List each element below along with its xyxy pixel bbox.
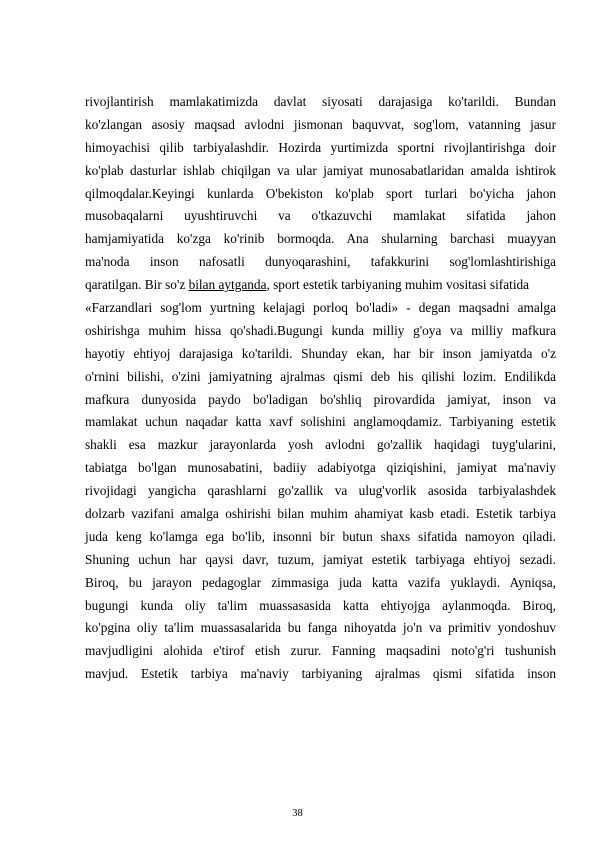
page-number: 38 — [292, 808, 303, 819]
text-line: Shuning uchun har qaysi davr, tuzum, jamiyat estetik tarbiyaga ehtiyoj sezadi. — [85, 551, 556, 567]
text-line: musobaqalarni uyushtiruvchi va o'tkazuvchi mamlakat sifatida jahon — [85, 208, 556, 224]
inline-link[interactable]: bilan aytganda — [188, 277, 267, 293]
text-line: bugungi kunda oliy ta'lim muassasasida katta ehtiyojga aylanmoqda. Biroq, — [85, 597, 556, 613]
text-line: mavjudligini alohida e'tirof etish zurur. Fanning maqsadini noto'g'ri tushunish — [85, 643, 556, 659]
text-line: hamjamiyatida ko'zga ko'rinib bormoqda. Ana shularning barchasi muayyan — [85, 231, 556, 247]
text-segment: , sport estetik tarbiyaning muhim vositasi sifatida — [266, 277, 530, 293]
body-text — [85, 91, 556, 686]
text-line: rivojidagi yangicha qarashlarni go'zallik va ulug'vorlik asosida tarbiyalashdek — [85, 483, 556, 499]
text-line: himoyachisi qilib tarbiyalashdir. Hozirda yurtimizda sportni rivojlantirishga doir — [85, 139, 556, 155]
text-line: mamlakat uchun naqadar katta xavf solishini anglamoqdamiz. Tarbiyaning estetik — [85, 414, 556, 430]
text-line: tabiatga bo'lgan munosabatini, badiiy adabiyotga qiziqishini, jamiyat ma'naviy — [85, 460, 556, 476]
text-line: mavjud. Estetik tarbiya ma'naviy tarbiyaning ajralmas qismi sifatida inson — [85, 666, 556, 682]
text-segment: qaratilgan. Bir so'z — [85, 277, 189, 293]
text-line: o'rnini bilishi, o'zini jamiyatning ajralmas qismi deb his qilishi lozim. Endilikda — [85, 368, 556, 384]
text-line: ko'pgina oliy ta'lim muassasalarida bu fanga nihoyatda jo'n va primitiv yondoshuv — [85, 620, 556, 636]
text-line: juda keng ko'lamga ega bo'lib, insonni bir butun shaxs sifatida namoyon qiladi. — [85, 528, 556, 544]
text-line: ko'plab dasturlar ishlab chiqilgan va ular jamiyat munosabatlaridan amalda ishtirok — [85, 162, 556, 178]
text-line: ko'zlangan asosiy maqsad avlodni jismonan baquvvat, sog'lom, vatanning jasur — [85, 116, 556, 132]
text-line: qilmoqdalar.Keyingi kunlarda O'bekiston ko'plab sport turlari bo'yicha jahon — [85, 185, 556, 201]
text-line: hayotiy ehtiyoj darajasiga ko'tarildi. Shunday ekan, har bir inson jamiyatda o'z — [85, 345, 556, 361]
text-line: rivojlantirish mamlakatimizda davlat siyosati darajasiga ko'tarildi. Bundan — [85, 94, 556, 109]
text-line: «Farzandlari sog'lom yurtning kelajagi porloq bo'ladi» - degan maqsadni amalga — [85, 300, 556, 316]
text-line: shakli esa mazkur jarayonlarda yosh avlodni go'zallik haqidagi tuyg'ularini, — [85, 437, 556, 453]
text-line: ma'noda inson nafosatli dunyoqarashini, tafakkurini sog'lomlashtirishiga — [85, 254, 556, 270]
text-line: dolzarb vazifani amalga oshirishi bilan muhim ahamiyat kasb etadi. Estetik tarbiya — [85, 506, 556, 522]
text-line: Biroq, bu jarayon pedagoglar zimmasiga juda katta vazifa yuklaydi. Ayniqsa, — [85, 574, 556, 590]
text-line-with-link — [85, 274, 556, 297]
text-line: oshirishga muhim hissa qo'shadi.Bugungi kunda milliy g'oya va milliy mafkura — [85, 322, 556, 338]
text-line: mafkura dunyosida paydo bo'ladigan bo'shliq pirovardida jamiyat, inson va — [85, 391, 556, 407]
